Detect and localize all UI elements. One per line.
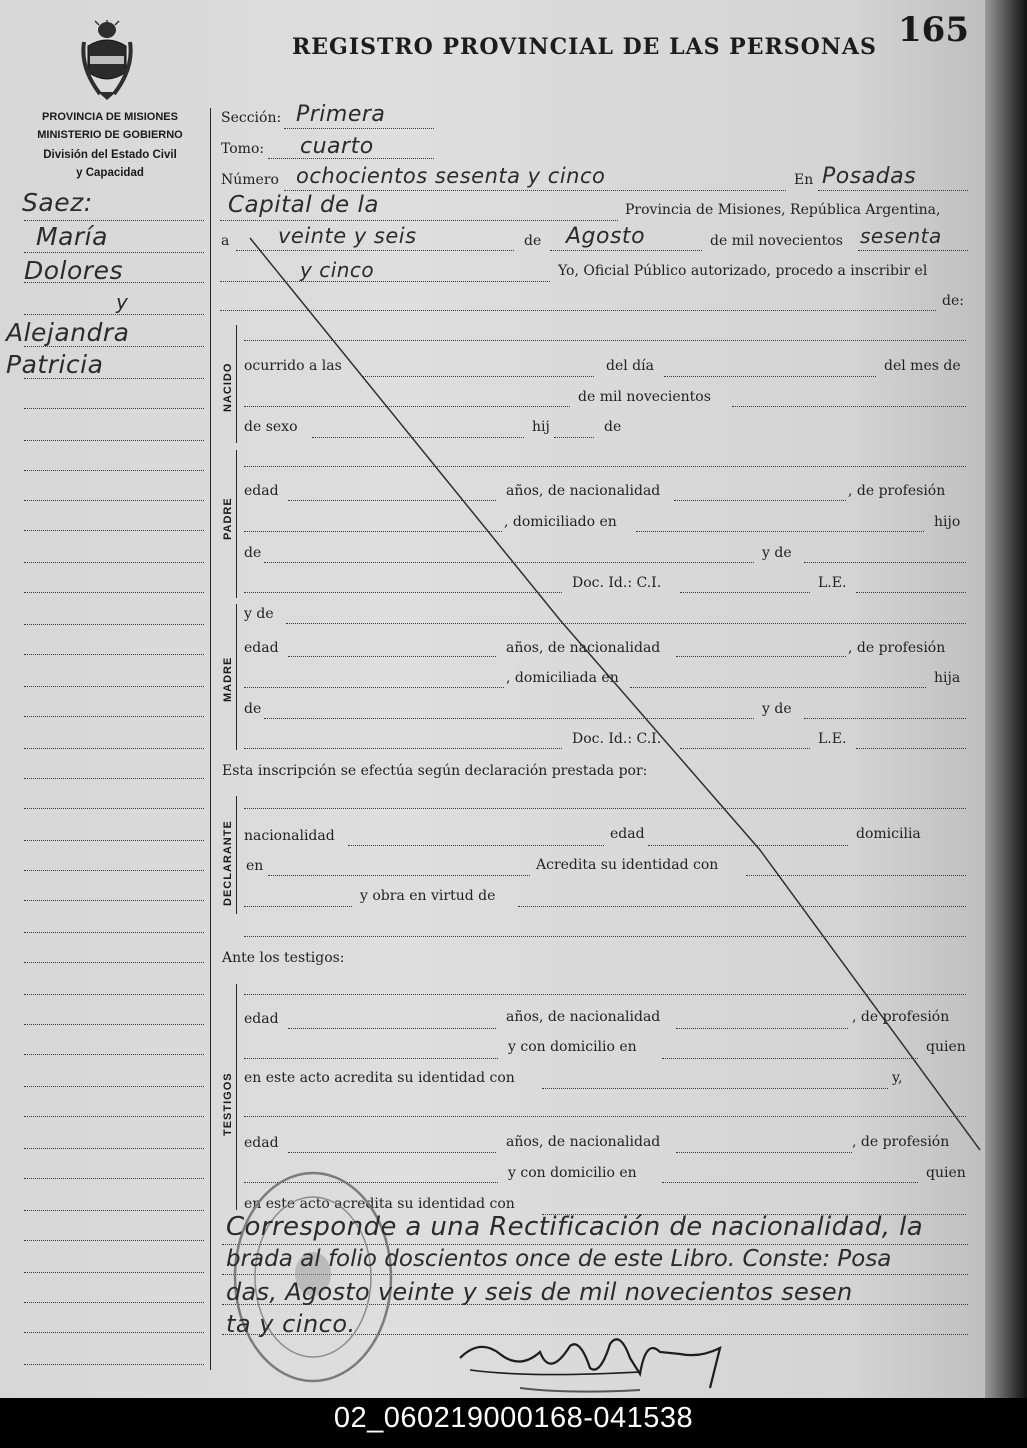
signature-scribble — [440, 1318, 750, 1398]
seccion-value: Primera — [296, 102, 386, 127]
mil-label: de mil novecientos — [710, 233, 843, 249]
mes-value: Agosto — [566, 224, 646, 249]
madre-le-label: L.E. — [818, 731, 847, 747]
numero-label: Número — [221, 172, 279, 188]
agency-ministry: MINISTERIO DE GOBIERNO — [37, 129, 183, 141]
padre-profesion-label: , de profesión — [848, 483, 946, 499]
madre-doc-label: Doc. Id.: C.I. — [572, 731, 662, 747]
declarante-acredita-label: Acredita su identidad con — [536, 857, 719, 873]
nacido-de-label: de — [604, 419, 622, 435]
testigo2-acredita-label: en este acto acredita su identidad con — [244, 1196, 515, 1212]
margin-name-4: Patricia — [6, 350, 104, 379]
padre-edad-label: edad — [244, 483, 279, 499]
madre-y-de2-label: y de — [762, 701, 792, 717]
tomo-value: cuarto — [300, 134, 374, 159]
ocurrido-label: ocurrido a las — [244, 358, 342, 374]
testigo1-domicilio-label: y con domicilio en — [508, 1039, 637, 1055]
margin-name-2: Dolores — [24, 256, 123, 285]
inscripcion-text: Esta inscripción se efectúa según declaración prestada por: — [222, 763, 648, 779]
padre-le-label: L.E. — [818, 575, 847, 591]
margin-name-3: Alejandra — [6, 318, 130, 347]
dia-value: veinte y seis — [278, 224, 417, 248]
agency-capacity: y Capacidad — [76, 167, 144, 179]
madre-edad-label: edad — [244, 640, 279, 656]
testigo1-acredita-label: en este acto acredita su identidad con — [244, 1070, 515, 1086]
tomo-label: Tomo: — [221, 141, 265, 157]
madre-nac-label: años, de nacionalidad — [506, 640, 661, 656]
testigo1-quien-label: quien — [926, 1039, 966, 1055]
page-title: REGISTRO PROVINCIAL DE LAS PERSONAS — [292, 34, 877, 60]
annotation-text-1: Corresponde a una Rectificación de nacionalidad, la — [226, 1212, 924, 1242]
testigo2-profesion-label: , de profesión — [852, 1134, 950, 1150]
madre-y-de-label: y de — [244, 606, 274, 622]
declarante-nacionalidad-label: nacionalidad — [244, 828, 335, 844]
numero-value: ochocientos sesenta y cinco — [296, 164, 606, 188]
testigos-section-label: TESTIGOS — [222, 1072, 234, 1136]
declarante-obra-label: y obra en virtud de — [360, 888, 496, 904]
testigo1-nac-label: años, de nacionalidad — [506, 1009, 661, 1025]
madre-hija-label: hija — [934, 670, 961, 686]
page-number: 165 — [898, 10, 969, 50]
provincia-text: Provincia de Misiones, República Argentina, — [625, 202, 941, 218]
margin-name-1: María — [36, 222, 108, 251]
ante-testigos-text: Ante los testigos: — [222, 950, 345, 966]
del-mes-label: del mes de — [884, 358, 961, 374]
testigo2-nac-label: años, de nacionalidad — [506, 1134, 661, 1150]
margin-surname: Saez: — [22, 188, 93, 217]
madre-domiciliada-label: , domiciliada en — [506, 670, 619, 686]
testigo2-edad-label: edad — [244, 1135, 279, 1151]
a-label: a — [221, 233, 230, 249]
annotation-text-4: ta y cinco. — [226, 1310, 356, 1338]
padre-doc-label: Doc. Id.: C.I. — [572, 575, 662, 591]
capital-value: Capital de la — [228, 192, 380, 218]
madre-profesion-label: , de profesión — [848, 640, 946, 656]
en-label: En — [794, 172, 814, 188]
de-mil-label: de mil novecientos — [578, 389, 711, 405]
testigo2-quien-label: quien — [926, 1165, 966, 1181]
testigo1-profesion-label: , de profesión — [852, 1009, 950, 1025]
seccion-label: Sección: — [221, 110, 282, 126]
official-seal-icon — [228, 1166, 398, 1388]
declarante-section-label: DECLARANTE — [222, 820, 234, 906]
anio-value-2: y cinco — [300, 258, 375, 282]
madre-de-label: de — [244, 701, 262, 717]
padre-section-label: PADRE — [222, 497, 234, 540]
padre-nac-label: años, de nacionalidad — [506, 483, 661, 499]
declarante-domicilia-label: domicilia — [856, 826, 921, 842]
padre-y-de-label: y de — [762, 545, 792, 561]
agency-province: PROVINCIA DE MISIONES — [42, 111, 178, 123]
de-colon-label: de: — [942, 293, 964, 309]
padre-de-label: de — [244, 545, 262, 561]
declarante-edad-label: edad — [610, 826, 645, 842]
declarante-en-label: en — [246, 858, 264, 874]
hij-label: hij — [532, 419, 550, 435]
en-value: Posadas — [822, 164, 917, 189]
annotation-text-3: das, Agosto veinte y seis de mil novecientos sesen — [226, 1278, 853, 1306]
del-dia-label: del día — [606, 358, 654, 374]
anio-value-1: sesenta — [860, 224, 942, 248]
nacido-section-label: NACIDO — [222, 362, 234, 412]
book-binding-edge — [985, 0, 1027, 1398]
testigo2-domicilio-label: y con domicilio en — [508, 1165, 637, 1181]
agency-division: División del Estado Civil — [43, 149, 177, 161]
testigo1-y-label: y, — [892, 1070, 903, 1086]
madre-section-label: MADRE — [222, 656, 234, 702]
testigo1-edad-label: edad — [244, 1011, 279, 1027]
padre-hijo-label: hijo — [934, 514, 961, 530]
oficial-text: Yo, Oficial Público autorizado, procedo a inscribir el — [558, 263, 928, 279]
image-id-label: 02_060219000168-041538 — [333, 1402, 694, 1434]
annotation-text-2: brada al folio doscientos once de este Libro. Conste: Posa — [226, 1246, 892, 1272]
de-label: de — [524, 233, 542, 249]
margin-conjunction: y — [116, 290, 129, 314]
de-sexo-label: de sexo — [244, 419, 298, 435]
padre-domiciliado-label: , domiciliado en — [504, 514, 617, 530]
